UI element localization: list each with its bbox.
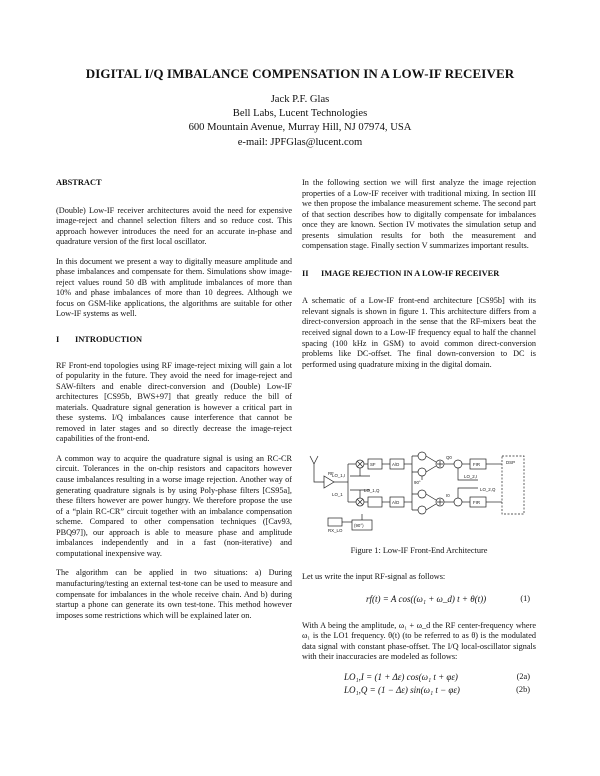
fig-label-q0: Q0 [446, 455, 452, 460]
abstract-paragraph-2: In this document we present a way to digitally measure amplitude and phase imbalances and compensate for them. Simulations show image-reject values round 50 dB with amplitude imbalances of more than 10% and phase imbalances of more than 10 degrees. Although we focus on GSM-like applications, the algorithms are suitable for other Low-IF systems as well. [56, 256, 292, 319]
abstract-heading: ABSTRACT [56, 178, 102, 187]
equation-2b [302, 685, 536, 698]
fig-label-90: (90°) [354, 523, 364, 528]
section2-paragraph-1: A schematic of a Low-IF front-end architecture [CS95b] with its relevant signals is shown in figure 1. This architecture differs from a direct-conversion approach in the sense that the RF-mixers beat the received signal down to a Low-IF frequency equal to half the channel spacing (100 kHz in GSM) to avoid common direct-conversion problems like DC-offset. The final down-conversion to DC is performed using quadrature mixing in the digital domain. [302, 296, 536, 369]
paper-title: DIGITAL I/Q IMBALANCE COMPENSATION IN A LOW-IF RECEIVER [85, 66, 515, 81]
antenna-icon [310, 456, 324, 482]
equation-2a-number: (2a) [516, 671, 530, 681]
author-block [0, 93, 600, 150]
equation-1-number: (1) [520, 593, 530, 603]
equation-2a [302, 672, 536, 685]
section2-paragraph-2: Let us write the input RF-signal as follows: [302, 572, 446, 581]
figure-1-architecture-diagram [302, 450, 536, 536]
section2-heading [302, 269, 536, 280]
left-column [56, 178, 292, 630]
author-name: Jack P.F. Glas [270, 94, 330, 105]
equation-2a-body: LO₁,I = (1 + Δε) cos(ω₁ t + φε) [344, 671, 458, 682]
intro-paragraph-3: The algorithm can be applied in two situations: a) During manufacturing/testing an external test-tone can be used to measure and compensate for imbalances in the whole receive chain. And b) during startup a phone can generate its own test-tone. This method however imposes some restrictions which will be explained later on. [56, 568, 292, 620]
fig-label-rxlo: RX_LO [328, 528, 343, 533]
fig-label-i0: I0 [446, 493, 450, 498]
fig-label-90deg: 90° [414, 480, 421, 485]
fig-label-adc-i: A/D [392, 462, 400, 467]
intro-heading [56, 335, 292, 346]
fig-label-lo2i: LO_2,I [464, 474, 478, 479]
fig-label-sf: SF [370, 462, 376, 467]
author-affiliation: Bell Labs, Lucent Technologies [232, 108, 368, 120]
fig-label-lo1q: LO_1,Q [364, 488, 380, 493]
author-address: 600 Mountain Avenue, Murray Hill, NJ 07974, USA [188, 122, 412, 134]
right-column-top [302, 178, 536, 379]
author-email: e-mail: JPFGlas@lucent.com [237, 136, 363, 148]
intro-paragraph-2: A common way to acquire the quadrature signal is using an RC-CR circuit. Tolerances in the on-chip resistors and capacitors however cause imbalances resulting in a worse image rejection. Another way of generating quadrature signals is by using Poly-phase filters [CS95a], these filters however are power hungry. We therefore propose the use of a “plain RC-CR” circuit together with an imbalance compensation scheme. Compared to other compensation techniques ([Cav93, PBQ97]), our approach is able to measure phase and amplitude imbalances independently and in a fast (non-iterative) and computational inexpensive way. [56, 453, 292, 558]
right-column-bottom [302, 572, 536, 698]
fig-label-lo1i: LO_1,I [332, 473, 346, 478]
intro-heading-number: I [56, 335, 60, 345]
equation-1-body: rf(t) = A cos((ω₁ + ω_d) t + θ(t)) [366, 593, 487, 604]
fig-label-rf: RF [328, 471, 334, 476]
fig-label-adc-q: A/D [392, 500, 400, 505]
fig-label-fir-q: FIR [473, 500, 481, 505]
fig-label-dsp: DSP [506, 460, 516, 465]
rx-lo-oscillator [328, 518, 342, 526]
intro-paragraph-1: RF Front-end topologies using RF image-reject mixing will gain a lot of popularity in the future. They avoid the need for image-reject and SAW-filters and enable direct-conversion and (Double) Low-IF architectures [CS95b, BWS+97] that greatly reduce the bill of materials. Quadrature signal generation is however a critical part in these systems. I/Q imbalances cause interference that cannot be removed in later stages and so directly decrease the image-reject capabilities of the front-end. [56, 360, 292, 444]
fig-label-lo2q: LO_2,Q [480, 487, 496, 492]
section2-paragraph-3: With A being the amplitude, ω₁ + ω_d the RF center-frequency where ω₁ is the LO1 frequency. θ(t) (to be referred to as θ) is the modulated data signal with constant phase-offset. The I/Q local-oscillator signals with their inaccuracies are modeled as follows: [302, 620, 536, 662]
right-intro-paragraph: In the following section we will first analyze the image rejection properties of a Low-IF receiver with traditional mixing. In section III we then propose the imbalance measurement scheme. The second part of that section describes how to digitally compensate for imbalances once they are known. Section IV motivates the simulation setup and presents simulation results for both the measurement and compensation stage. Finally section V summarizes important results. [302, 178, 536, 251]
figure-1-caption: Figure 1: Low-IF Front-End Architecture [350, 546, 488, 555]
fig-label-lo1: LO_1 [332, 492, 343, 497]
section2-heading-text: IMAGE REJECTION IN A LOW-IF RECEIVER [321, 268, 500, 278]
lowpass-filter-q [368, 497, 382, 507]
abstract-paragraph-1: (Double) Low-IF receiver architectures avoid the need for expensive image-reject and channel selection filters and so reduce cost. This approach however introduces the need for an accurate in-phase and quadrature version of the first local oscillator. [56, 205, 292, 247]
equation-2b-body: LO₁,Q = (1 − Δε) sin(ω₁ t − φε) [344, 684, 460, 695]
intro-heading-text: INTRODUCTION [75, 335, 143, 345]
fig-label-fir-i: FIR [473, 462, 481, 467]
section2-heading-number: II [302, 268, 309, 278]
equation-2b-number: (2b) [516, 684, 530, 694]
equation-1 [302, 593, 536, 611]
